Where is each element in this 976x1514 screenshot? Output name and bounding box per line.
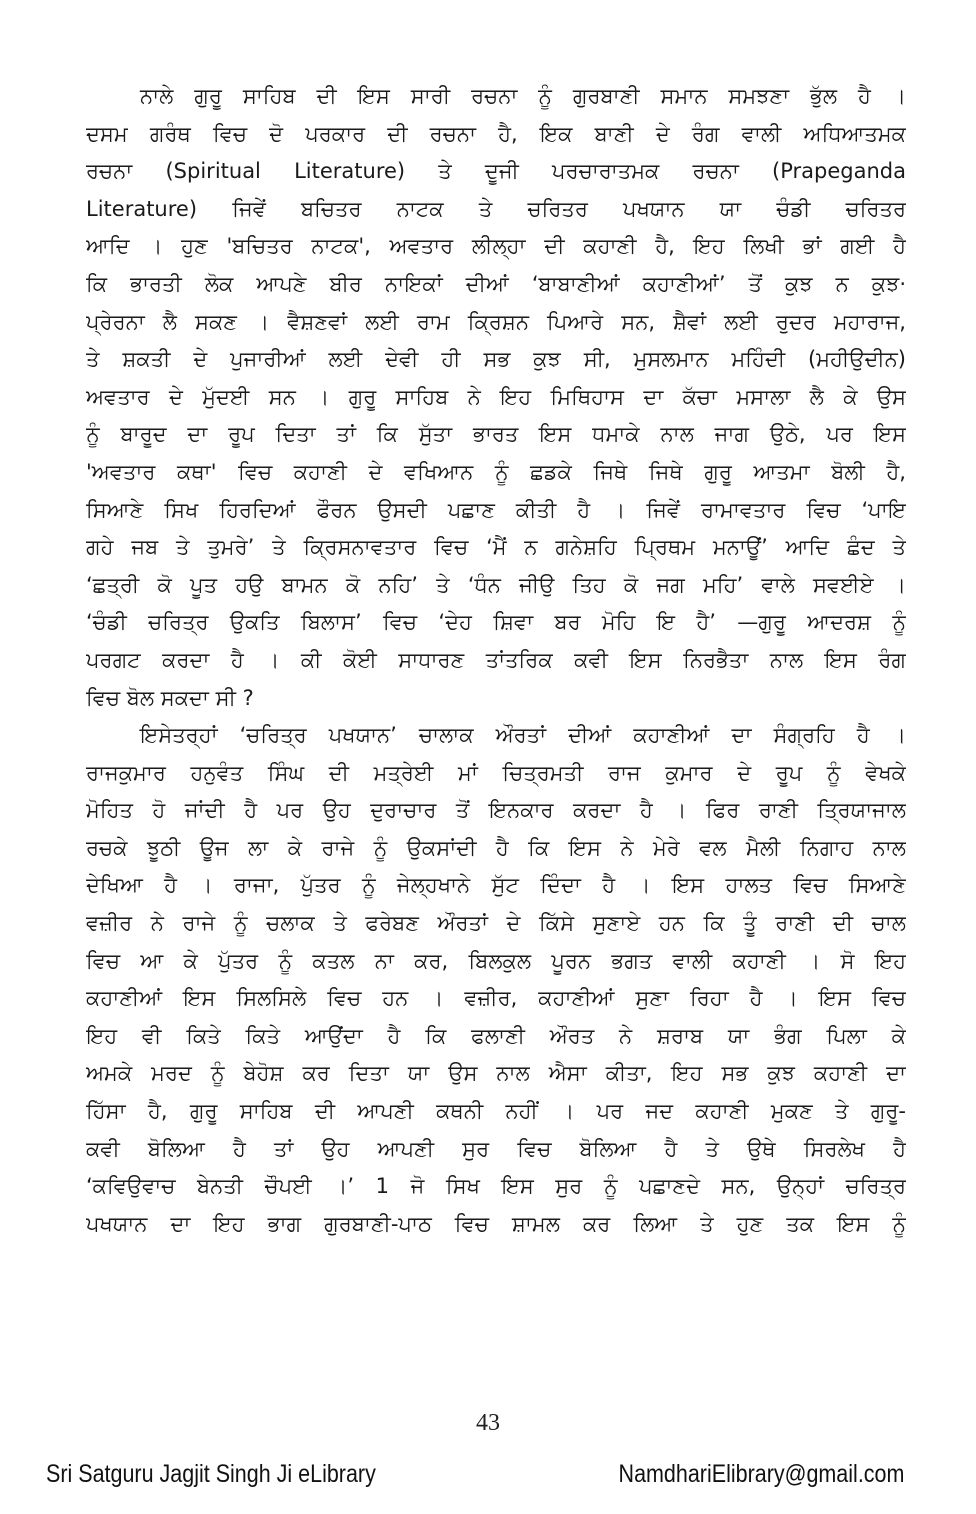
text-line: ਮੋਹਿਤ ਹੋ ਜਾਂਦੀ ਹੈ ਪਰ ਉਹ ਦੁਰਾਚਾਰ ਤੋਂ ਇਨਕਾਰ ਕਰਦਾ ਹੈ । ਫਿਰ ਰਾਣੀ ਤ੍ਰਿਯਾਜਾਲ <box>86 798 906 823</box>
text-line: ਕਵੀ ਬੋਲਿਆ ਹੈ ਤਾਂ ਉਹ ਆਪਣੀ ਸੁਰ ਵਿਚ ਬੋਲਿਆ ਹੈ ਤੇ ਉਥੇ ਸਿਰਲੇਖ ਹੈ <box>86 1136 906 1161</box>
text-line: ਆਦਿ । ਹੁਣ 'ਬਚਿਤਰ ਨਾਟਕ', ਅਵਤਾਰ ਲੀਲ੍ਹਾ ਦੀ ਕਹਾਣੀ ਹੈ, ਇਹ ਲਿਖੀ ਭਾਂ ਗਈ ਹੈ <box>86 234 906 259</box>
text-line: Literature) ਜਿਵੇਂ ਬਚਿਤਰ ਨਾਟਕ ਤੇ ਚਰਿਤਰ ਪਖਯਾਨ ਯਾ ਚੰਡੀ ਚਰਿਤਰ <box>86 196 906 221</box>
text-line: ਤੇ ਸ਼ਕਤੀ ਦੇ ਪੁਜਾਰੀਆਂ ਲਈ ਦੇਵੀ ਹੀ ਸਭ ਕੁਝ ਸੀ, ਮੁਸਲਮਾਨ ਮਹਿੰਦੀ (ਮਹੀਉਦੀਨ) <box>86 347 906 372</box>
text-line: ਨਾਲੇ ਗੁਰੂ ਸਾਹਿਬ ਦੀ ਇਸ ਸਾਰੀ ਰਚਨਾ ਨੂੰ ਗੁਰਬਾਣੀ ਸਮਾਨ ਸਮਝਣਾ ਭੁੱਲ ਹੈ । <box>140 84 906 108</box>
text-line: ਪ੍ਰੇਰਨਾ ਲੈ ਸਕਣ । ਵੈਸ਼ਣਵਾਂ ਲਈ ਰਾਮ ਕ੍ਰਿਸ਼ਨ ਪਿਆਰੇ ਸਨ, ਸ਼ੈਵਾਂ ਲਈ ਰੁਦਰ ਮਹਾਰਾਜ, <box>86 309 906 334</box>
footer-library-name: Sri Satguru Jagjit Singh Ji eLibrary <box>46 1460 376 1488</box>
text-line: 'ਅਵਤਾਰ ਕਥਾ' ਵਿਚ ਕਹਾਣੀ ਦੇ ਵਖਿਆਨ ਨੂੰ ਛਡਕੇ ਜਿਥੇ ਜਿਥੇ ਗੁਰੂ ਆਤਮਾ ਬੋਲੀ ਹੈ, <box>86 459 906 484</box>
text-line: ਸਿਆਣੇ ਸਿਖ ਹਿਰਦਿਆਂ ਫੌਰਨ ਉਸਦੀ ਪਛਾਣ ਕੀਤੀ ਹੈ । ਜਿਵੇਂ ਰਾਮਾਵਤਾਰ ਵਿਚ ‘ਪਾਇ <box>86 497 906 522</box>
text-line: ਵਜ਼ੀਰ ਨੇ ਰਾਜੇ ਨੂੰ ਚਲਾਕ ਤੇ ਫਰੇਬਣ ਔਰਤਾਂ ਦੇ ਕਿੱਸੇ ਸੁਣਾਏ ਹਨ ਕਿ ਤੂੰ ਰਾਣੀ ਦੀ ਚਾਲ <box>86 911 906 936</box>
text-line: ਦੇਖਿਆ ਹੈ । ਰਾਜਾ, ਪੁੱਤਰ ਨੂੰ ਜੇਲ੍ਹਖਾਨੇ ਸੁੱਟ ਦਿੰਦਾ ਹੈ । ਇਸ ਹਾਲਤ ਵਿਚ ਸਿਆਣੇ <box>86 873 906 898</box>
text-line: ‘ਛਤ੍ਰੀ ਕੋ ਪੂਤ ਹਉ ਬਾਮਨ ਕੋ ਨਹਿ’ ਤੇ ‘ਧੰਨ ਜੀਉ ਤਿਹ ਕੋ ਜਗ ਮਹਿ’ ਵਾਲੇ ਸਵਈਏ । <box>86 572 906 597</box>
text-line: ਦਸਮ ਗਰੰਥ ਵਿਚ ਦੋ ਪਰਕਾਰ ਦੀ ਰਚਨਾ ਹੈ, ਇਕ ਬਾਣੀ ਦੇ ਰੰਗ ਵਾਲੀ ਅਧਿਆਤਮਕ <box>86 121 906 146</box>
text-line: ‘ਚੰਡੀ ਚਰਿਤ੍ਰ ਉਕਤਿ ਬਿਲਾਸ’ ਵਿਚ ‘ਦੇਹ ਸ਼ਿਵਾ ਬਰ ਮੋਹਿ ਇ ਹੈ’ —ਗੁਰੂ ਆਦਰਸ਼ ਨੂੰ <box>86 610 906 635</box>
text-line: ਰਾਜਕੁਮਾਰ ਹਨੁਵੰਤ ਸਿੰਘ ਦੀ ਮਤ੍ਰੇਈ ਮਾਂ ਚਿਤ੍ਰਮਤੀ ਰਾਜ ਕੁਮਾਰ ਦੇ ਰੂਪ ਨੂੰ ਵੇਖਕੇ <box>86 760 906 785</box>
text-line: ਅਵਤਾਰ ਦੇ ਮੁੱਦਈ ਸਨ । ਗੁਰੂ ਸਾਹਿਬ ਨੇ ਇਹ ਮਿਥਿਹਾਸ ਦਾ ਕੱਚਾ ਮਸਾਲਾ ਲੈ ਕੇ ਉਸ <box>86 384 906 409</box>
text-line: ਰਚਕੇ ਝੂਠੀ ਊਜ ਲਾ ਕੇ ਰਾਜੇ ਨੂੰ ਉਕਸਾਂਦੀ ਹੈ ਕਿ ਇਸ ਨੇ ਮੇਰੇ ਵਲ ਮੈਲੀ ਨਿਗਾਹ ਨਾਲ <box>86 835 906 860</box>
page-number: 43 <box>476 1410 500 1436</box>
text-line: ਨੂੰ ਬਾਰੂਦ ਦਾ ਰੂਪ ਦਿਤਾ ਤਾਂ ਕਿ ਸੁੱਤਾ ਭਾਰਤ ਇਸ ਧਮਾਕੇ ਨਾਲ ਜਾਗ ਉਠੇ, ਪਰ ਇਸ <box>86 422 906 447</box>
text-line: ਕਹਾਣੀਆਂ ਇਸ ਸਿਲਸਿਲੇ ਵਿਚ ਹਨ । ਵਜ਼ੀਰ, ਕਹਾਣੀਆਂ ਸੁਣਾ ਰਿਹਾ ਹੈ । ਇਸ ਵਿਚ <box>86 986 906 1011</box>
text-line: ਗਹੇ ਜਬ ਤੇ ਤੁਮਰੇ’ ਤੇ ਕ੍ਰਿਸਨਾਵਤਾਰ ਵਿਚ ‘ਮੈਂ ਨ ਗਨੇਸ਼ਹਿ ਪ੍ਰਿਥਮ ਮਨਾਊਂ’ ਆਦਿ ਛੰਦ ਤੇ <box>86 535 906 560</box>
text-line: ਪਰਗਟ ਕਰਦਾ ਹੈ । ਕੀ ਕੋਈ ਸਾਧਾਰਣ ਤਾਂਤਰਿਕ ਕਵੀ ਇਸ ਨਿਰਭੈਤਾ ਨਾਲ ਇਸ ਰੰਗ <box>86 647 906 672</box>
paragraph-2 <box>86 717 906 1243</box>
text-line: ਇਹ ਵੀ ਕਿਤੇ ਕਿਤੇ ਆਉਂਦਾ ਹੈ ਕਿ ਫਲਾਣੀ ਔਰਤ ਨੇ ਸ਼ਰਾਬ ਯਾ ਭੰਗ ਪਿਲਾ ਕੇ <box>86 1023 906 1048</box>
footer-email: NamdhariElibrary@gmail.com <box>618 1460 904 1488</box>
text-line: ਪਖਯਾਨ ਦਾ ਇਹ ਭਾਗ ਗੁਰਬਾਣੀ-ਪਾਠ ਵਿਚ ਸ਼ਾਮਲ ਕਰ ਲਿਆ ਤੇ ਹੁਣ ਤਕ ਇਸ ਨੂੰ <box>86 1211 906 1236</box>
text-line: ਰਚਨਾ (Spiritual Literature) ਤੇ ਦੂਜੀ ਪਰਚਾਰਾਤਮਕ ਰਚਨਾ (Prapeganda <box>86 159 906 184</box>
text-line: ਇਸੇਤਰ੍ਹਾਂ ‘ਚਰਿਤ੍ਰ ਪਖਯਾਨ’ ਚਾਲਾਕ ਔਰਤਾਂ ਦੀਆਂ ਕਹਾਣੀਆਂ ਦਾ ਸੰਗ੍ਰਹਿ ਹੈ । <box>140 723 906 748</box>
text-line: ਅਮਕੇ ਮਰਦ ਨੂੰ ਬੇਹੋਸ਼ ਕਰ ਦਿਤਾ ਯਾ ਉਸ ਨਾਲ ਐਸਾ ਕੀਤਾ, ਇਹ ਸਭ ਕੁਝ ਕਹਾਣੀ ਦਾ <box>86 1061 906 1086</box>
text-line: ਕਿ ਭਾਰਤੀ ਲੋਕ ਆਪਣੇ ਬੀਰ ਨਾਇਕਾਂ ਦੀਆਂ ‘ਬਾਬਾਣੀਆਂ ਕਹਾਣੀਆਂ’ ਤੋਂ ਕੁਝ ਨ ਕੁਝ· <box>86 271 906 296</box>
body-text <box>86 78 906 1243</box>
text-line: ‘ਕਵਿਉਵਾਚ ਬੇਨਤੀ ਚੌਪਈ ।’ 1 ਜੋ ਸਿਖ ਇਸ ਸੁਰ ਨੂੰ ਪਛਾਣਦੇ ਸਨ, ਉਨ੍ਹਾਂ ਚਰਿਤ੍ਰ <box>86 1174 906 1199</box>
paragraph-1 <box>86 78 906 717</box>
text-line: ਹਿੱਸਾ ਹੈ, ਗੁਰੂ ਸਾਹਿਬ ਦੀ ਆਪਣੀ ਕਥਨੀ ਨਹੀਂ । ਪਰ ਜਦ ਕਹਾਣੀ ਮੁਕਣ ਤੇ ਗੁਰੂ- <box>86 1099 906 1124</box>
text-line: ਵਿਚ ਆ ਕੇ ਪੁੱਤਰ ਨੂੰ ਕਤਲ ਨਾ ਕਰ, ਬਿਲਕੁਲ ਪੂਰਨ ਭਗਤ ਵਾਲੀ ਕਹਾਣੀ । ਸੋ ਇਹ <box>86 948 906 973</box>
text-line: ਵਿਚ ਬੋਲ ਸਕਦਾ ਸੀ ? <box>86 685 254 710</box>
